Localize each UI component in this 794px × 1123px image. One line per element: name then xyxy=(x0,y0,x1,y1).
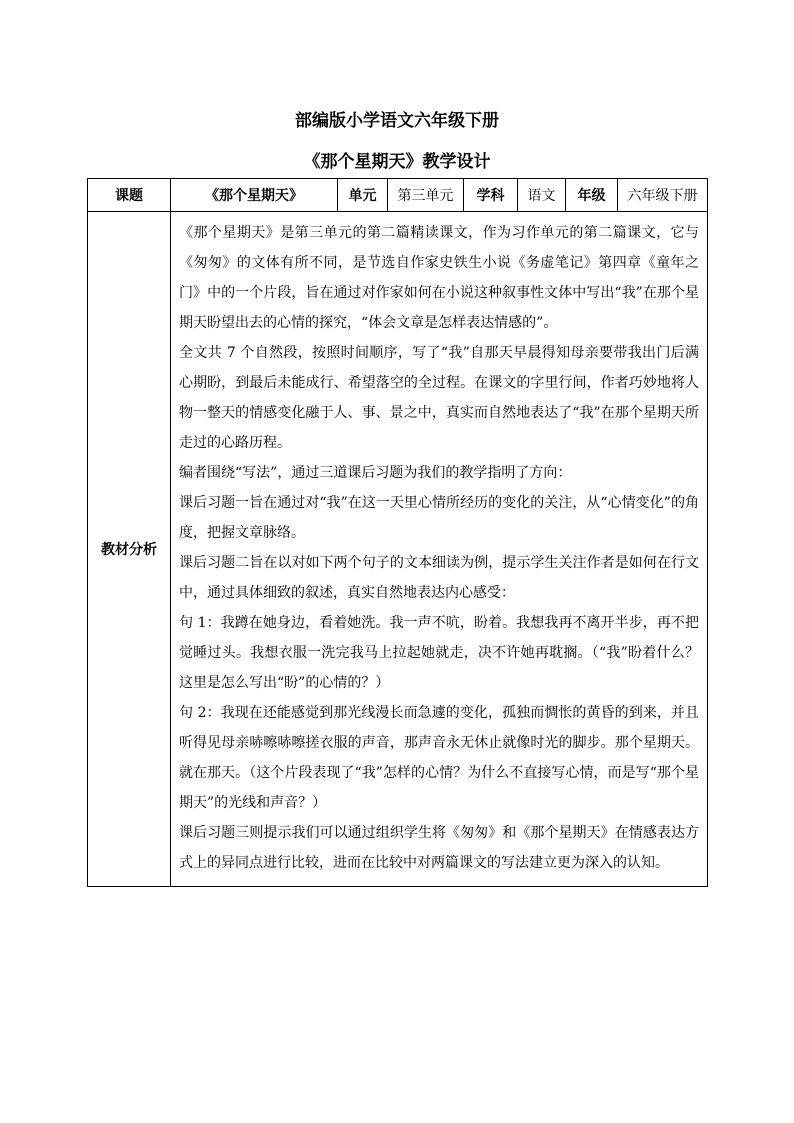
grade-label: 年级 xyxy=(566,179,618,212)
analysis-paragraph: 课后习题一旨在通过对“我”在这一天里心情所经历的变化的关注，从“心情变化”的角度，把握文章脉络。 xyxy=(179,495,699,541)
topic-label: 课题 xyxy=(88,179,171,212)
unit-value: 第三单元 xyxy=(388,179,464,212)
lesson-table xyxy=(87,178,708,887)
analysis-paragraph: 全文共 7 个自然段，按照时间顺序，写了“我”自那天早晨得知母亲要带我出门后满心期盼，到最后未能成行、希望落空的全过程。在课文的字里行间，作者巧妙地将人物一整天的情感变化融于人、事、景之中，真实而自然地表达了“我”在那个星期天所走过的心路历程。 xyxy=(179,345,699,451)
grade-value: 六年级下册 xyxy=(618,179,708,212)
analysis-content xyxy=(171,212,708,887)
analysis-paragraph: 《那个星期天》是第三单元的第二篇精读课文，作为习作单元的第二篇课文，它与《匆匆》的文体有所不同，是节选自作家史铁生小说《务虚笔记》第四章《童年之门》中的一个片段，旨在通过对作家如何在小说这种叙事性文体中写出“我”在那个星期天盼望出去的心情的探究，“体会文章是怎样表达情感的”。 xyxy=(179,225,699,331)
analysis-paragraph: 课后习题三则提示我们可以通过组织学生将《匆匆》和《那个星期天》在情感表达方式上的异同点进行比较，进而在比较中对两篇课文的写法建立更为深入的认知。 xyxy=(179,825,699,871)
unit-label: 单元 xyxy=(338,179,388,212)
analysis-label: 教材分析 xyxy=(88,212,171,887)
analysis-paragraph: 句 2：我现在还能感觉到那光线漫长而急遽的变化，孤独而惆怅的黄昏的到来，并且听得见母亲哧嚓哧嚓搓衣服的声音，那声音永无休止就像时光的脚步。那个星期天。就在那天。（这个片段表现了“我”怎样的心情？为什么不直接写心情，而是写“那个星期天”的光线和声音？） xyxy=(179,705,699,811)
analysis-paragraph: 编者围绕“写法”，通过三道课后习题为我们的教学指明了方向： xyxy=(179,465,572,481)
document-title: 部编版小学语文六年级下册 xyxy=(295,111,499,131)
analysis-paragraph: 句 1：我蹲在她身边，看着她洗。我一声不吭，盼着。我想我再不离开半步，再不把觉睡过头。我想衣服一洗完我马上拉起她就走，决不许她再耽搁。（“我”盼着什么？这里是怎么写出“盼”的心情的？） xyxy=(179,615,699,691)
info-row xyxy=(88,179,708,212)
analysis-paragraph: 课后习题二旨在以对如下两个句子的文本细读为例，提示学生关注作者是如何在行文中，通过具体细致的叙述，真实自然地表达内心感受： xyxy=(179,555,699,601)
subject-value: 语文 xyxy=(518,179,566,212)
analysis-row xyxy=(88,212,708,887)
topic-value: 《那个星期天》 xyxy=(171,179,338,212)
lesson-title: 《那个星期天》教学设计 xyxy=(303,152,491,172)
subject-label: 学科 xyxy=(464,179,518,212)
